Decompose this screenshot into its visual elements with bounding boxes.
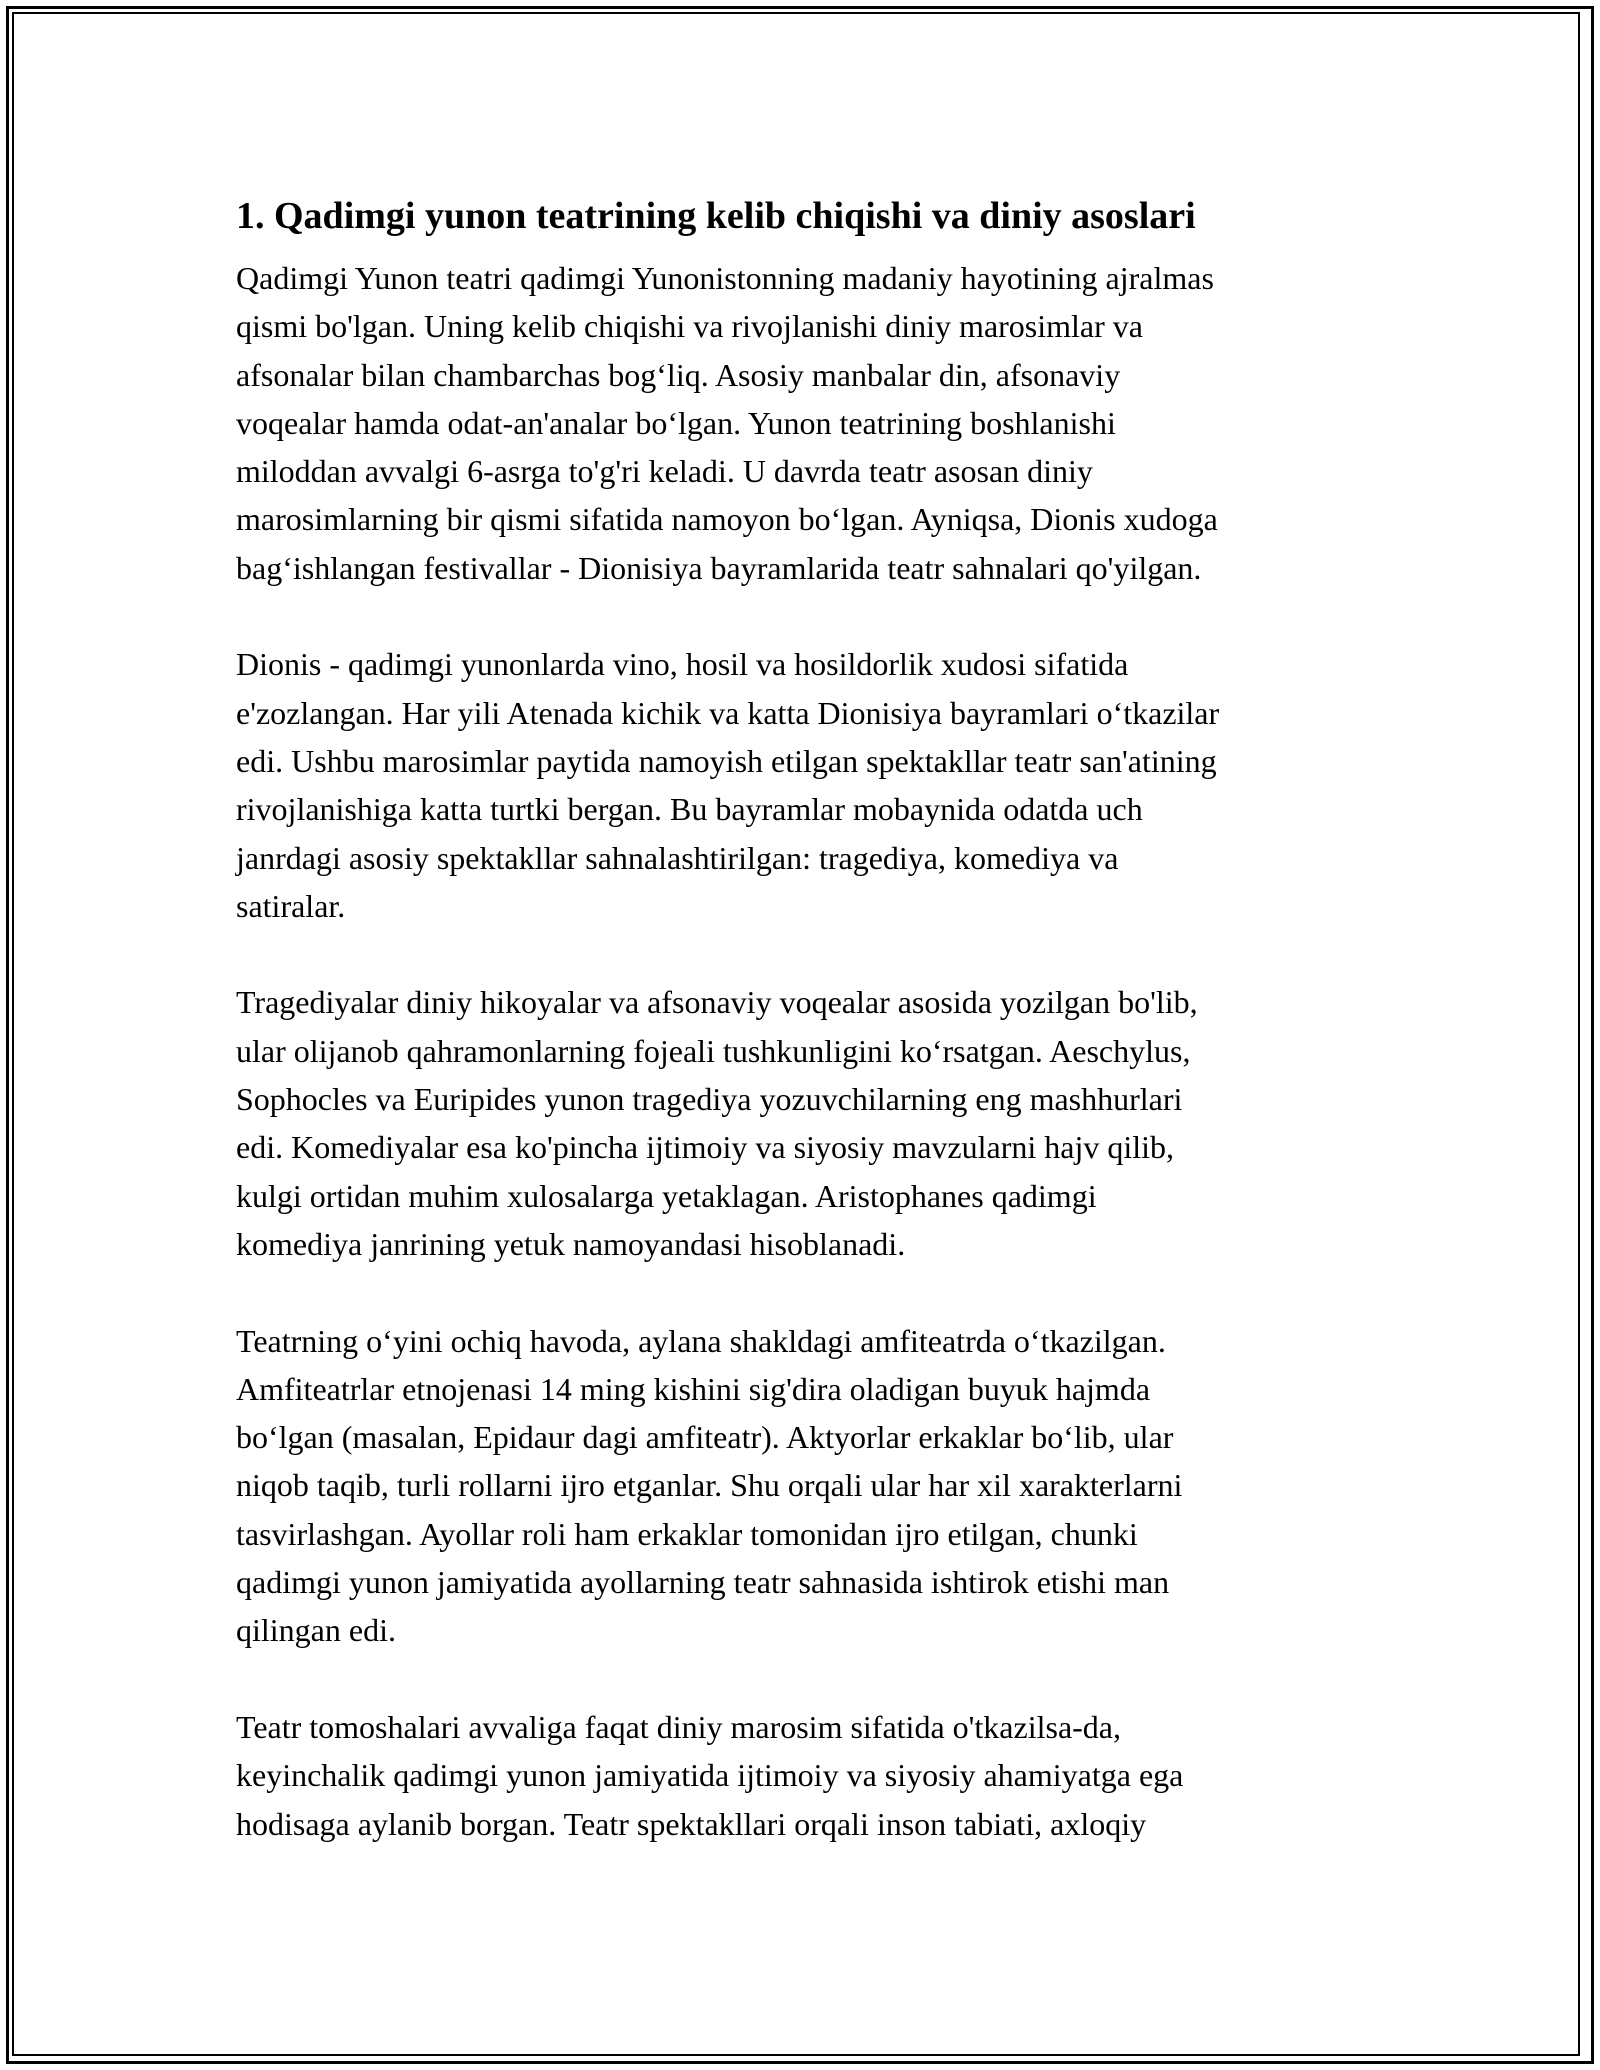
paragraph-2: Dionis - qadimgi yunonlarda vino, hosil va hosildorlik xudosi sifatida e'zozlangan. Har yili Atenada kichik va katta Dionisiya bayramlari o‘tkazilar edi. Ushbu marosimlar paytida namoyish etilgan spektakllar teatr san'atining rivojlanishiga katta turtki bergan. Bu bayramlar mobaynida odatda uch janrdagi asosiy spektakllar sahnalashtirilgan: tragediya, komediya va satiralar. — [236, 646, 1220, 924]
paragraph-5: Teatr tomoshalari avvaliga faqat diniy marosim sifatida o'tkazilsa-da, keyinchalik qadimgi yunon jamiyatida ijtimoiy va siyosiy ahamiyatga ega hodisaga aylanib borgan. Teatr spektakllari orqali inson tabiati, axloqiy — [236, 1708, 1184, 1842]
paragraph-4: Teatrning o‘yini ochiq havoda, aylana shakldagi amfiteatrda o‘tkazilgan. Amfiteatrlar etnojenasi 14 ming kishini sig'dira oladigan buyuk hajmda bo‘lgan (masalan, Epidaur dagi amfiteatr). Aktyorlar erkaklar bo‘lib, ular niqob taqib, turli rollarni ijro etganlar. Shu orqali ular har xil xarakterlarni tasvirlashgan. Ayollar roli ham erkaklar tomonidan ijro etilgan, chunki qadimgi yunon jamiyatida ayollarning teatr sahnasida ishtirok etishi man qilingan edi. — [236, 1322, 1183, 1649]
paragraph-1: Qadimgi Yunon teatri qadimgi Yunonistonning madaniy hayotining ajralmas qismi bo'lgan. Uning kelib chiqishi va rivojlanishi diniy marosimlar va afsonalar bilan chambarchas bog‘liq. Asosiy manbalar din, afsonaviy voqealar hamda odat-an'analar bo‘lgan. Yunon teatrining boshlanishi miloddan avvalgi 6-asrga to'g'ri keladi. U davrda teatr asosan diniy marosimlarning bir qismi sifatida namoyon bo‘lgan. Ayniqsa, Dionis xudoga bag‘ishlangan festivallar - Dionisiya bayramlarida teatr sahnalari qo'yilgan. — [236, 260, 1218, 586]
section-heading: 1. Qadimgi yunon teatrining kelib chiqishi va diniy asoslari — [236, 195, 1196, 237]
document-body — [236, 186, 1386, 1848]
paragraph-3: Tragediyalar diniy hikoyalar va afsonaviy voqealar asosida yozilgan bo'lib, ular olijanob qahramonlarning fojeali tushkunligini ko‘rsatgan. Aeschylus, Sophocles va Euripides yunon tragediya yozuvchilarning eng mashhurlari edi. Komediyalar esa ko'pincha ijtimoiy va siyosiy mavzularni hajv qilib, kulgi ortidan muhim xulosalarga yetaklagan. Aristophanes qadimgi komediya janrining yetuk namoyandasi hisoblanadi. — [236, 984, 1198, 1262]
